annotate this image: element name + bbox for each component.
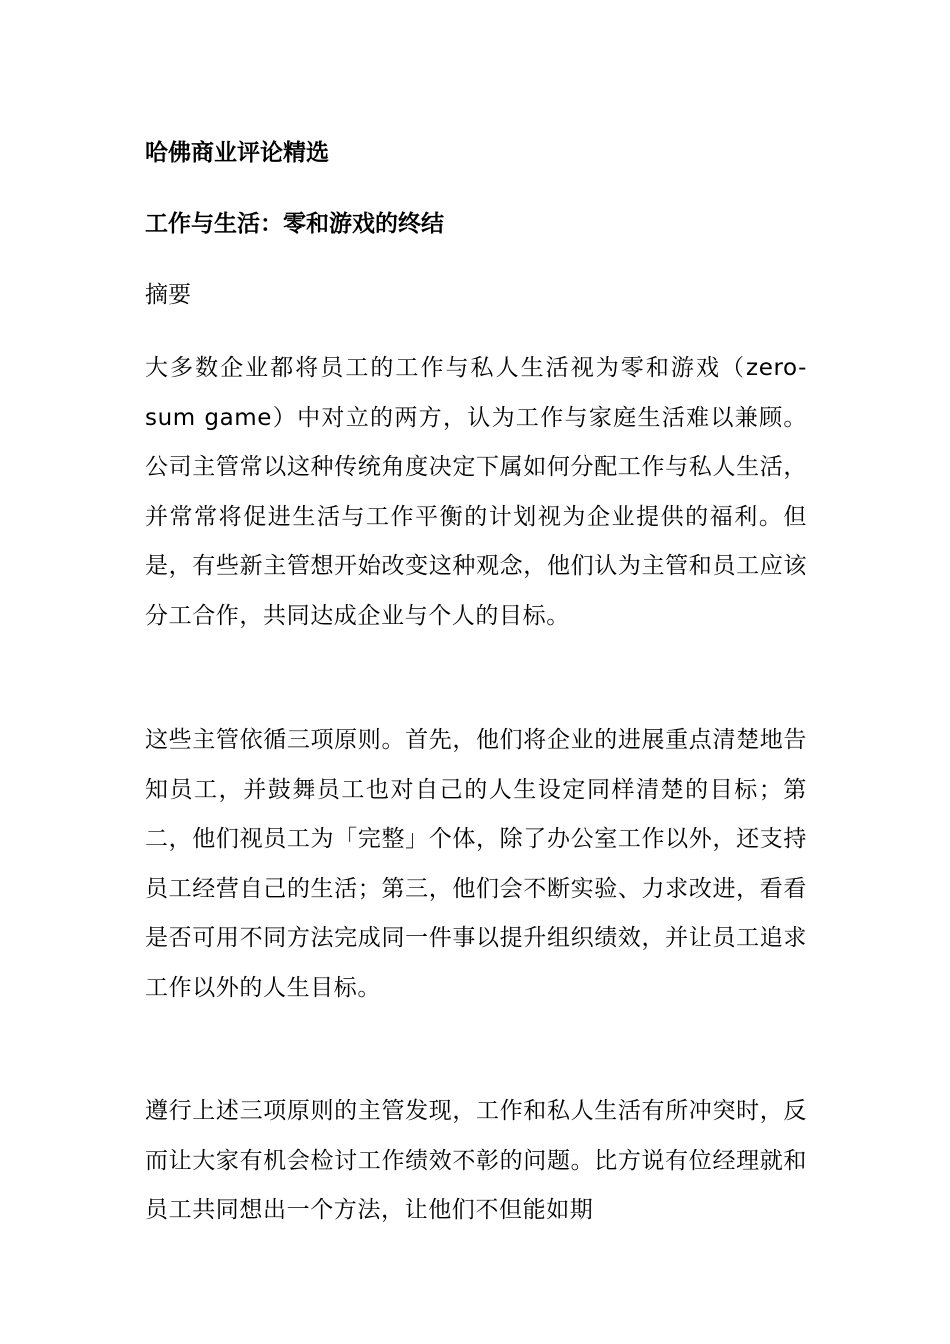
article-title: 工作与生活：零和游戏的终结 xyxy=(145,211,444,237)
series-title: 哈佛商业评论精选 xyxy=(145,140,329,166)
abstract-paragraph-2: 这些主管依循三项原则。首先，他们将企业的进展重点清楚地告知员工，并鼓舞员工也对自己的人生设定同样清楚的目标；第二，他们视员工为「完整」个体，除了办公室工作以外，还支持员工经营自己的生活；第三，他们会不断实验、力求改进，看看是否可用不同方法完成同一件事以提升组织绩效，并让员工追求工作以外的人生目标。 xyxy=(145,727,807,1001)
abstract-paragraph-3: 遵行上述三项原则的主管发现，工作和私人生活有所冲突时，反而让大家有机会检讨工作绩效不彰的问题。比方说有位经理就和员工共同想出一个方法，让他们不但能如期 xyxy=(145,1098,807,1223)
abstract-paragraph-1: 大多数企业都将员工的工作与私人生活视为零和游戏（zero-sum game）中对立的两方，认为工作与家庭生活难以兼顾。公司主管常以这种传统角度决定下属如何分配工作与私人生活，并常常将促进生活与工作平衡的计划视为企业提供的福利。但是，有些新主管想开始改变这种观念，他们认为主管和员工应该分工合作，共同达成企业与个人的目标。 xyxy=(145,355,807,629)
abstract-heading: 摘要 xyxy=(145,282,191,308)
